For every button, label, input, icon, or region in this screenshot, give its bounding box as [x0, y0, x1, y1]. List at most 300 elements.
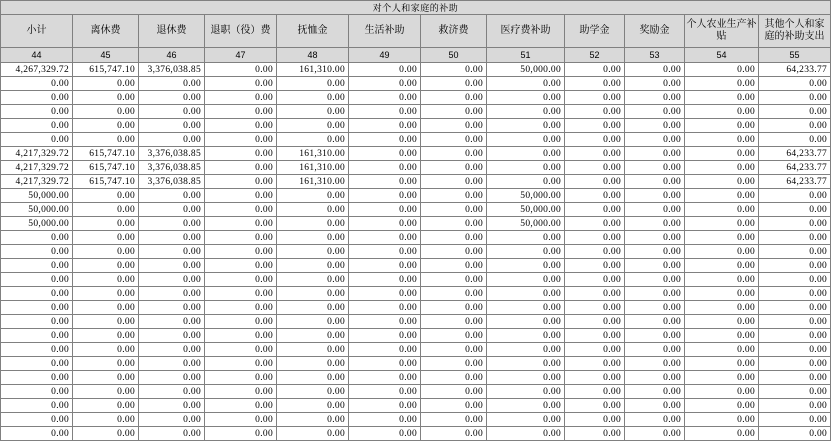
table-cell[interactable]: 0.00 — [421, 91, 487, 105]
table-cell[interactable]: 0.00 — [349, 245, 421, 259]
table-cell[interactable]: 0.00 — [73, 371, 139, 385]
table-cell[interactable]: 0.00 — [487, 245, 565, 259]
table-cell[interactable]: 0.00 — [421, 301, 487, 315]
table-cell[interactable]: 0.00 — [205, 329, 277, 343]
table-row[interactable] — [1, 399, 831, 413]
table-cell[interactable]: 3,376,038.85 — [139, 161, 205, 175]
table-cell[interactable]: 0.00 — [1, 119, 73, 133]
table-cell[interactable]: 0.00 — [565, 217, 625, 231]
table-cell[interactable]: 0.00 — [1, 133, 73, 147]
table-cell[interactable]: 0.00 — [73, 287, 139, 301]
table-cell[interactable]: 0.00 — [139, 301, 205, 315]
table-cell[interactable]: 0.00 — [625, 259, 685, 273]
table-cell[interactable]: 0.00 — [565, 371, 625, 385]
table-cell[interactable]: 3,376,038.85 — [139, 63, 205, 77]
table-cell[interactable]: 0.00 — [139, 399, 205, 413]
table-cell[interactable]: 0.00 — [139, 371, 205, 385]
table-cell[interactable]: 0.00 — [685, 77, 759, 91]
table-cell[interactable]: 0.00 — [73, 357, 139, 371]
table-cell[interactable]: 0.00 — [139, 343, 205, 357]
table-cell[interactable]: 0.00 — [349, 301, 421, 315]
table-cell[interactable]: 0.00 — [205, 399, 277, 413]
table-cell[interactable]: 0.00 — [759, 427, 831, 441]
table-cell[interactable]: 0.00 — [421, 259, 487, 273]
table-cell[interactable]: 0.00 — [421, 217, 487, 231]
table-cell[interactable]: 0.00 — [1, 231, 73, 245]
table-cell[interactable]: 0.00 — [349, 189, 421, 203]
table-cell[interactable]: 64,233.77 — [759, 175, 831, 189]
table-cell[interactable]: 0.00 — [625, 175, 685, 189]
table-cell[interactable]: 0.00 — [73, 413, 139, 427]
table-row[interactable] — [1, 287, 831, 301]
table-cell[interactable]: 0.00 — [73, 385, 139, 399]
table-cell[interactable]: 0.00 — [139, 91, 205, 105]
table-row[interactable] — [1, 343, 831, 357]
table-cell[interactable]: 0.00 — [1, 245, 73, 259]
table-cell[interactable]: 0.00 — [759, 77, 831, 91]
table-cell[interactable]: 0.00 — [565, 189, 625, 203]
table-cell[interactable]: 0.00 — [565, 77, 625, 91]
table-cell[interactable]: 0.00 — [685, 371, 759, 385]
table-cell[interactable]: 0.00 — [759, 315, 831, 329]
table-cell[interactable]: 0.00 — [277, 343, 349, 357]
table-cell[interactable]: 0.00 — [421, 343, 487, 357]
table-cell[interactable]: 0.00 — [349, 203, 421, 217]
table-cell[interactable]: 0.00 — [487, 399, 565, 413]
table-cell[interactable]: 0.00 — [1, 273, 73, 287]
table-cell[interactable]: 0.00 — [139, 203, 205, 217]
table-cell[interactable]: 0.00 — [1, 427, 73, 441]
table-cell[interactable]: 64,233.77 — [759, 161, 831, 175]
table-row[interactable] — [1, 301, 831, 315]
table-cell[interactable]: 0.00 — [205, 147, 277, 161]
table-cell[interactable]: 0.00 — [205, 245, 277, 259]
table-cell[interactable]: 0.00 — [759, 301, 831, 315]
table-cell[interactable]: 0.00 — [487, 329, 565, 343]
table-cell[interactable]: 0.00 — [759, 231, 831, 245]
table-cell[interactable]: 50,000.00 — [1, 203, 73, 217]
table-cell[interactable]: 0.00 — [421, 245, 487, 259]
table-cell[interactable]: 0.00 — [139, 315, 205, 329]
table-cell[interactable]: 0.00 — [73, 189, 139, 203]
table-cell[interactable]: 0.00 — [625, 427, 685, 441]
table-cell[interactable]: 0.00 — [73, 105, 139, 119]
table-cell[interactable]: 0.00 — [205, 231, 277, 245]
table-cell[interactable]: 0.00 — [685, 175, 759, 189]
table-cell[interactable]: 0.00 — [421, 273, 487, 287]
table-cell[interactable]: 0.00 — [565, 329, 625, 343]
table-row[interactable] — [1, 217, 831, 231]
table-cell[interactable]: 0.00 — [759, 273, 831, 287]
table-cell[interactable]: 0.00 — [565, 399, 625, 413]
table-cell[interactable]: 0.00 — [349, 357, 421, 371]
table-cell[interactable]: 615,747.10 — [73, 175, 139, 189]
table-cell[interactable]: 0.00 — [421, 413, 487, 427]
table-cell[interactable]: 0.00 — [277, 371, 349, 385]
table-cell[interactable]: 0.00 — [565, 161, 625, 175]
table-cell[interactable]: 0.00 — [685, 245, 759, 259]
table-cell[interactable]: 0.00 — [421, 329, 487, 343]
table-cell[interactable]: 0.00 — [625, 161, 685, 175]
table-cell[interactable]: 0.00 — [277, 189, 349, 203]
table-cell[interactable]: 0.00 — [759, 343, 831, 357]
table-cell[interactable]: 0.00 — [625, 301, 685, 315]
table-cell[interactable]: 4,217,329.72 — [1, 175, 73, 189]
table-cell[interactable]: 0.00 — [73, 399, 139, 413]
table-cell[interactable]: 0.00 — [759, 91, 831, 105]
table-cell[interactable]: 0.00 — [759, 413, 831, 427]
table-cell[interactable]: 0.00 — [685, 119, 759, 133]
table-row[interactable] — [1, 105, 831, 119]
table-cell[interactable]: 0.00 — [625, 231, 685, 245]
table-cell[interactable]: 0.00 — [487, 161, 565, 175]
table-cell[interactable]: 0.00 — [205, 287, 277, 301]
table-cell[interactable]: 0.00 — [277, 329, 349, 343]
table-cell[interactable]: 50,000.00 — [487, 189, 565, 203]
table-cell[interactable]: 0.00 — [349, 63, 421, 77]
table-cell[interactable]: 0.00 — [625, 357, 685, 371]
table-cell[interactable]: 0.00 — [685, 91, 759, 105]
table-cell[interactable]: 0.00 — [565, 259, 625, 273]
table-cell[interactable]: 0.00 — [349, 413, 421, 427]
table-cell[interactable]: 615,747.10 — [73, 161, 139, 175]
table-cell[interactable]: 0.00 — [625, 119, 685, 133]
table-cell[interactable]: 0.00 — [205, 77, 277, 91]
table-row[interactable] — [1, 273, 831, 287]
table-row[interactable] — [1, 147, 831, 161]
table-cell[interactable]: 0.00 — [685, 427, 759, 441]
table-cell[interactable]: 50,000.00 — [487, 203, 565, 217]
table-cell[interactable]: 0.00 — [1, 77, 73, 91]
table-row[interactable] — [1, 189, 831, 203]
table-cell[interactable]: 0.00 — [139, 273, 205, 287]
table-cell[interactable]: 0.00 — [685, 189, 759, 203]
table-cell[interactable]: 0.00 — [685, 413, 759, 427]
table-cell[interactable]: 4,217,329.72 — [1, 161, 73, 175]
table-cell[interactable]: 0.00 — [625, 245, 685, 259]
table-cell[interactable]: 0.00 — [277, 357, 349, 371]
table-cell[interactable]: 0.00 — [487, 133, 565, 147]
table-cell[interactable]: 0.00 — [487, 77, 565, 91]
table-cell[interactable]: 0.00 — [421, 189, 487, 203]
table-cell[interactable]: 0.00 — [421, 119, 487, 133]
table-cell[interactable]: 0.00 — [421, 105, 487, 119]
table-cell[interactable]: 0.00 — [349, 217, 421, 231]
table-cell[interactable]: 0.00 — [1, 329, 73, 343]
table-cell[interactable]: 0.00 — [1, 413, 73, 427]
table-cell[interactable]: 0.00 — [759, 189, 831, 203]
table-cell[interactable]: 0.00 — [759, 245, 831, 259]
table-cell[interactable]: 0.00 — [349, 385, 421, 399]
table-cell[interactable]: 0.00 — [565, 413, 625, 427]
table-cell[interactable]: 0.00 — [625, 217, 685, 231]
table-cell[interactable]: 0.00 — [205, 189, 277, 203]
table-cell[interactable]: 0.00 — [685, 217, 759, 231]
table-cell[interactable]: 0.00 — [349, 273, 421, 287]
table-cell[interactable]: 0.00 — [565, 203, 625, 217]
table-cell[interactable]: 0.00 — [487, 427, 565, 441]
table-cell[interactable]: 0.00 — [421, 231, 487, 245]
table-cell[interactable]: 0.00 — [139, 287, 205, 301]
table-cell[interactable]: 64,233.77 — [759, 63, 831, 77]
table-row[interactable] — [1, 119, 831, 133]
table-cell[interactable]: 0.00 — [685, 259, 759, 273]
table-cell[interactable]: 0.00 — [349, 343, 421, 357]
table-cell[interactable]: 0.00 — [73, 315, 139, 329]
table-cell[interactable]: 0.00 — [487, 413, 565, 427]
table-cell[interactable]: 0.00 — [73, 245, 139, 259]
table-cell[interactable]: 0.00 — [759, 385, 831, 399]
table-cell[interactable]: 0.00 — [625, 203, 685, 217]
table-cell[interactable]: 0.00 — [685, 161, 759, 175]
table-cell[interactable]: 0.00 — [565, 301, 625, 315]
table-cell[interactable]: 0.00 — [759, 119, 831, 133]
table-cell[interactable]: 0.00 — [205, 301, 277, 315]
table-cell[interactable]: 0.00 — [625, 343, 685, 357]
table-cell[interactable]: 0.00 — [565, 91, 625, 105]
table-cell[interactable]: 0.00 — [205, 343, 277, 357]
table-cell[interactable]: 0.00 — [277, 259, 349, 273]
table-cell[interactable]: 0.00 — [625, 315, 685, 329]
table-cell[interactable]: 161,310.00 — [277, 175, 349, 189]
table-cell[interactable]: 0.00 — [685, 63, 759, 77]
table-cell[interactable]: 0.00 — [759, 399, 831, 413]
table-cell[interactable]: 0.00 — [139, 133, 205, 147]
table-cell[interactable]: 0.00 — [487, 385, 565, 399]
table-cell[interactable]: 0.00 — [625, 91, 685, 105]
table-cell[interactable]: 0.00 — [277, 91, 349, 105]
table-cell[interactable]: 0.00 — [139, 217, 205, 231]
table-cell[interactable]: 0.00 — [349, 175, 421, 189]
table-cell[interactable]: 0.00 — [487, 175, 565, 189]
table-cell[interactable]: 0.00 — [277, 427, 349, 441]
table-cell[interactable]: 0.00 — [487, 371, 565, 385]
table-cell[interactable]: 0.00 — [759, 357, 831, 371]
table-cell[interactable]: 0.00 — [685, 231, 759, 245]
table-row[interactable] — [1, 259, 831, 273]
table-cell[interactable]: 0.00 — [139, 189, 205, 203]
table-cell[interactable]: 0.00 — [277, 385, 349, 399]
table-cell[interactable]: 0.00 — [205, 259, 277, 273]
table-cell[interactable]: 3,376,038.85 — [139, 175, 205, 189]
table-cell[interactable]: 0.00 — [565, 119, 625, 133]
table-cell[interactable]: 0.00 — [625, 133, 685, 147]
table-cell[interactable]: 3,376,038.85 — [139, 147, 205, 161]
table-cell[interactable]: 0.00 — [565, 147, 625, 161]
table-cell[interactable]: 0.00 — [277, 133, 349, 147]
table-cell[interactable]: 0.00 — [421, 63, 487, 77]
table-row[interactable] — [1, 413, 831, 427]
table-cell[interactable]: 0.00 — [487, 231, 565, 245]
table-cell[interactable]: 0.00 — [565, 231, 625, 245]
table-cell[interactable]: 0.00 — [421, 371, 487, 385]
table-cell[interactable]: 0.00 — [625, 189, 685, 203]
table-cell[interactable]: 0.00 — [625, 273, 685, 287]
table-cell[interactable]: 0.00 — [73, 329, 139, 343]
table-cell[interactable]: 0.00 — [565, 245, 625, 259]
table-cell[interactable]: 0.00 — [625, 399, 685, 413]
table-cell[interactable]: 0.00 — [625, 413, 685, 427]
table-cell[interactable]: 0.00 — [349, 133, 421, 147]
table-cell[interactable]: 0.00 — [277, 287, 349, 301]
table-cell[interactable]: 0.00 — [625, 329, 685, 343]
table-cell[interactable]: 0.00 — [421, 287, 487, 301]
table-cell[interactable]: 0.00 — [73, 133, 139, 147]
table-cell[interactable]: 0.00 — [205, 133, 277, 147]
table-cell[interactable]: 0.00 — [421, 357, 487, 371]
table-cell[interactable]: 0.00 — [349, 329, 421, 343]
table-cell[interactable]: 0.00 — [139, 119, 205, 133]
table-cell[interactable]: 0.00 — [1, 371, 73, 385]
table-cell[interactable]: 0.00 — [205, 63, 277, 77]
table-cell[interactable]: 0.00 — [139, 329, 205, 343]
table-cell[interactable]: 0.00 — [759, 371, 831, 385]
table-cell[interactable]: 0.00 — [1, 399, 73, 413]
table-cell[interactable]: 0.00 — [73, 343, 139, 357]
table-cell[interactable]: 0.00 — [1, 91, 73, 105]
table-cell[interactable]: 0.00 — [205, 385, 277, 399]
table-cell[interactable]: 0.00 — [205, 203, 277, 217]
table-cell[interactable]: 50,000.00 — [487, 63, 565, 77]
table-cell[interactable]: 0.00 — [73, 231, 139, 245]
table-cell[interactable]: 4,217,329.72 — [1, 147, 73, 161]
table-cell[interactable]: 0.00 — [685, 357, 759, 371]
table-cell[interactable]: 0.00 — [277, 399, 349, 413]
table-cell[interactable]: 0.00 — [205, 91, 277, 105]
table-cell[interactable]: 0.00 — [349, 119, 421, 133]
table-cell[interactable]: 0.00 — [349, 399, 421, 413]
table-cell[interactable]: 161,310.00 — [277, 63, 349, 77]
table-cell[interactable]: 0.00 — [349, 259, 421, 273]
table-cell[interactable]: 161,310.00 — [277, 147, 349, 161]
table-cell[interactable]: 4,267,329.72 — [1, 63, 73, 77]
table-cell[interactable]: 0.00 — [487, 273, 565, 287]
table-cell[interactable]: 0.00 — [349, 147, 421, 161]
table-cell[interactable]: 0.00 — [759, 287, 831, 301]
table-cell[interactable]: 0.00 — [349, 287, 421, 301]
table-cell[interactable]: 0.00 — [685, 287, 759, 301]
table-cell[interactable]: 0.00 — [487, 147, 565, 161]
table-cell[interactable]: 0.00 — [625, 63, 685, 77]
table-cell[interactable]: 0.00 — [205, 427, 277, 441]
table-cell[interactable]: 0.00 — [73, 91, 139, 105]
table-cell[interactable]: 0.00 — [205, 105, 277, 119]
table-cell[interactable]: 0.00 — [205, 413, 277, 427]
table-cell[interactable]: 0.00 — [277, 245, 349, 259]
table-cell[interactable]: 50,000.00 — [1, 217, 73, 231]
table-cell[interactable]: 0.00 — [759, 133, 831, 147]
table-cell[interactable]: 0.00 — [685, 343, 759, 357]
table-cell[interactable]: 0.00 — [139, 427, 205, 441]
table-cell[interactable]: 0.00 — [759, 105, 831, 119]
table-cell[interactable]: 0.00 — [277, 217, 349, 231]
table-cell[interactable]: 0.00 — [205, 371, 277, 385]
table-cell[interactable]: 0.00 — [277, 231, 349, 245]
table-cell[interactable]: 0.00 — [139, 231, 205, 245]
table-row[interactable] — [1, 63, 831, 77]
table-row[interactable] — [1, 133, 831, 147]
table-cell[interactable]: 0.00 — [277, 105, 349, 119]
table-cell[interactable]: 0.00 — [421, 399, 487, 413]
table-cell[interactable]: 0.00 — [73, 217, 139, 231]
table-cell[interactable]: 0.00 — [759, 203, 831, 217]
table-cell[interactable]: 0.00 — [565, 427, 625, 441]
table-cell[interactable]: 0.00 — [349, 77, 421, 91]
table-cell[interactable]: 0.00 — [421, 203, 487, 217]
table-row[interactable] — [1, 231, 831, 245]
table-row[interactable] — [1, 357, 831, 371]
table-cell[interactable]: 50,000.00 — [1, 189, 73, 203]
table-cell[interactable]: 0.00 — [625, 77, 685, 91]
table-cell[interactable]: 0.00 — [685, 203, 759, 217]
table-cell[interactable]: 0.00 — [565, 63, 625, 77]
table-cell[interactable]: 0.00 — [625, 105, 685, 119]
table-cell[interactable]: 0.00 — [685, 399, 759, 413]
table-cell[interactable]: 0.00 — [349, 91, 421, 105]
table-cell[interactable]: 0.00 — [565, 385, 625, 399]
table-cell[interactable]: 0.00 — [205, 175, 277, 189]
table-cell[interactable]: 0.00 — [1, 385, 73, 399]
table-cell[interactable]: 0.00 — [1, 301, 73, 315]
table-cell[interactable]: 0.00 — [487, 105, 565, 119]
table-cell[interactable]: 0.00 — [759, 329, 831, 343]
table-cell[interactable]: 0.00 — [487, 91, 565, 105]
table-cell[interactable]: 0.00 — [349, 231, 421, 245]
table-row[interactable] — [1, 371, 831, 385]
table-cell[interactable]: 0.00 — [565, 273, 625, 287]
table-cell[interactable]: 0.00 — [349, 427, 421, 441]
table-cell[interactable]: 0.00 — [565, 287, 625, 301]
table-cell[interactable]: 0.00 — [139, 105, 205, 119]
table-cell[interactable]: 0.00 — [73, 301, 139, 315]
table-cell[interactable]: 0.00 — [759, 217, 831, 231]
table-cell[interactable]: 0.00 — [205, 161, 277, 175]
table-cell[interactable]: 615,747.10 — [73, 147, 139, 161]
table-cell[interactable]: 0.00 — [1, 259, 73, 273]
table-cell[interactable]: 0.00 — [1, 287, 73, 301]
table-cell[interactable]: 0.00 — [139, 77, 205, 91]
table-cell[interactable]: 0.00 — [73, 77, 139, 91]
table-cell[interactable]: 0.00 — [685, 301, 759, 315]
table-cell[interactable]: 0.00 — [625, 371, 685, 385]
table-cell[interactable]: 0.00 — [277, 315, 349, 329]
table-cell[interactable]: 0.00 — [685, 329, 759, 343]
table-cell[interactable]: 50,000.00 — [487, 217, 565, 231]
table-cell[interactable]: 0.00 — [421, 133, 487, 147]
table-cell[interactable]: 0.00 — [685, 273, 759, 287]
table-cell[interactable]: 0.00 — [685, 105, 759, 119]
table-cell[interactable]: 0.00 — [421, 315, 487, 329]
table-cell[interactable]: 0.00 — [349, 105, 421, 119]
table-cell[interactable]: 0.00 — [487, 343, 565, 357]
table-cell[interactable]: 0.00 — [625, 287, 685, 301]
table-cell[interactable]: 0.00 — [565, 343, 625, 357]
table-cell[interactable]: 0.00 — [349, 161, 421, 175]
table-cell[interactable]: 615,747.10 — [73, 63, 139, 77]
table-cell[interactable]: 0.00 — [205, 119, 277, 133]
table-cell[interactable]: 0.00 — [565, 105, 625, 119]
table-cell[interactable]: 0.00 — [421, 175, 487, 189]
table-cell[interactable]: 0.00 — [73, 259, 139, 273]
table-cell[interactable]: 0.00 — [685, 133, 759, 147]
table-cell[interactable]: 0.00 — [277, 203, 349, 217]
table-cell[interactable]: 0.00 — [139, 357, 205, 371]
table-cell[interactable]: 0.00 — [487, 315, 565, 329]
table-row[interactable] — [1, 329, 831, 343]
table-cell[interactable]: 0.00 — [685, 385, 759, 399]
table-cell[interactable]: 0.00 — [421, 77, 487, 91]
table-cell[interactable]: 64,233.77 — [759, 147, 831, 161]
